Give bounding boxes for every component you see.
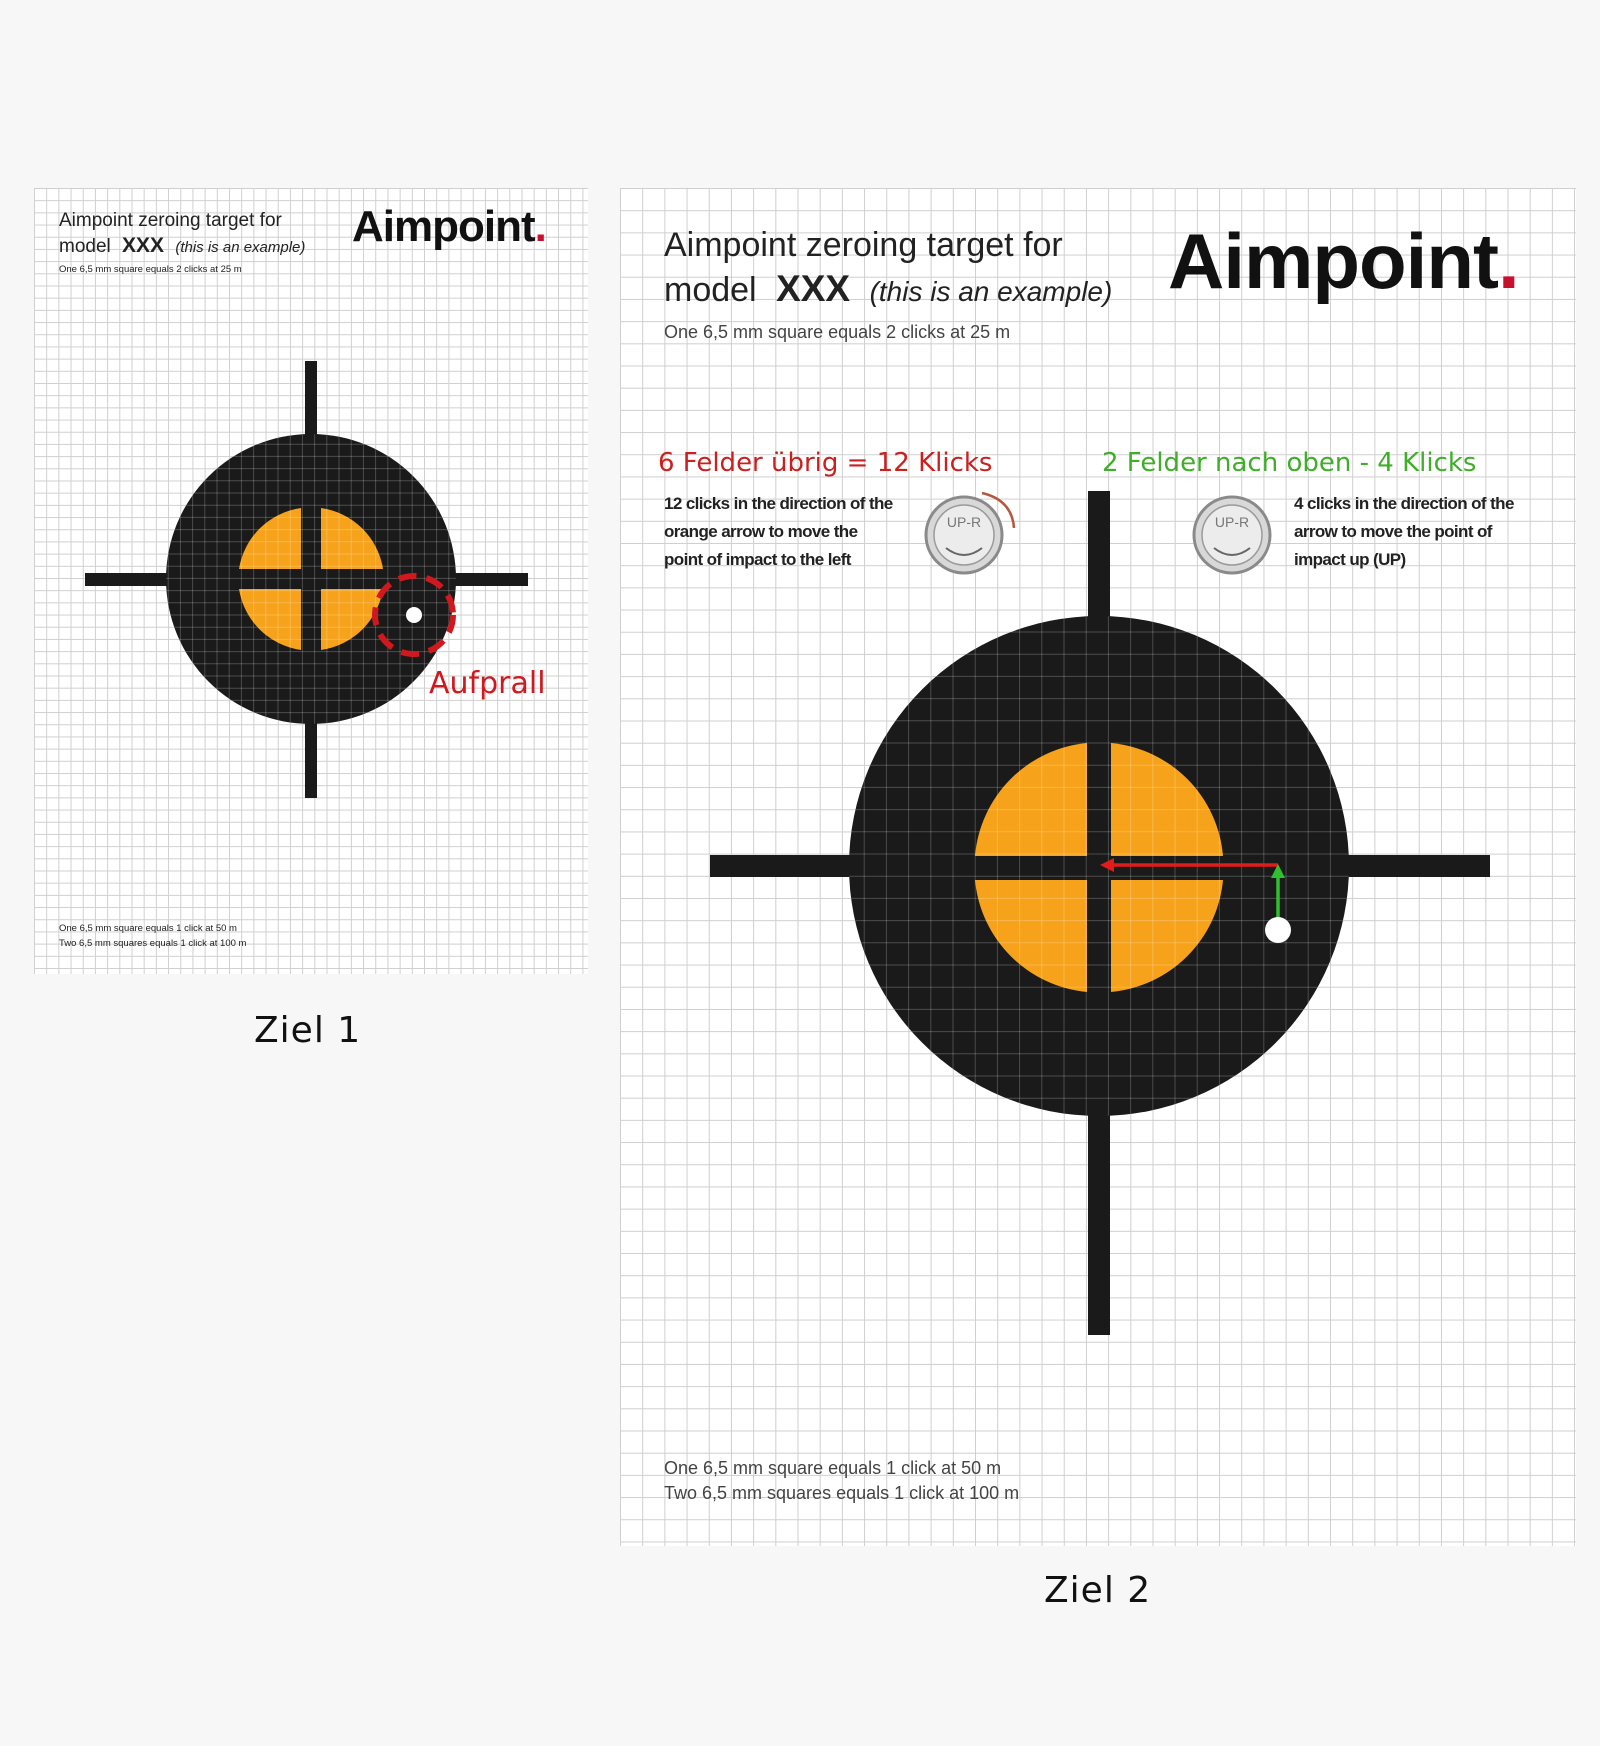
target1-footer-line2: Two 6,5 mm squares equals 1 click at 100 m: [59, 938, 247, 949]
target2-footer-line1: One 6,5 mm square equals 1 click at 50 m: [664, 1458, 1002, 1478]
target2-graphic: [620, 188, 1576, 1546]
turret-label: UP-R: [946, 514, 982, 530]
adjustment-turret-icon: [926, 493, 1014, 573]
target2-scale-note: One 6,5 mm square equals 2 clicks at 25 m: [664, 322, 1011, 342]
target2-elevation-text-1: 4 clicks in the direction of the: [1294, 494, 1514, 513]
target2-elevation-text-3: impact up (UP): [1294, 550, 1406, 569]
target2-title-model: model: [664, 271, 757, 309]
target1-crosshair-top: [305, 361, 317, 441]
target1-impact-label: Aufprall: [429, 666, 546, 701]
target1-caption: Ziel 1: [254, 1010, 362, 1051]
target1-graphic: [34, 188, 588, 974]
target2-caption: Ziel 2: [1044, 1570, 1152, 1611]
target2-crosshair-left: [710, 855, 870, 877]
target2-windage-text-3: point of impact to the left: [664, 550, 851, 569]
target2-elevation-text-2: arrow to move the point of: [1294, 522, 1492, 541]
target2-crosshair-top: [1088, 491, 1110, 621]
target2-footer-line2: Two 6,5 mm squares equals 1 click at 100 m: [664, 1483, 1020, 1503]
target2-title-example: (this is an example): [869, 276, 1113, 307]
target2-windage-text-2: orange arrow to move the: [664, 522, 858, 541]
target1-model-code: XXX: [122, 234, 165, 257]
target2-elevation-heading: 2 Felder nach oben - 4 Klicks: [1102, 448, 1477, 478]
impact-dot-icon: [406, 607, 422, 623]
impact-dot-icon: [1265, 917, 1291, 943]
target2-brand-text: Aimpoint: [1168, 217, 1498, 305]
target1-title-example: (this is an example): [175, 239, 306, 256]
adjustment-turret-icon: [1194, 497, 1270, 573]
target2-crosshair-bottom: [1088, 1113, 1110, 1335]
target1-title-line1: Aimpoint zeroing target for: [59, 210, 282, 231]
target2-model-code: XXX: [776, 268, 851, 309]
brand-dot-icon: .: [534, 202, 546, 251]
target-sheet-2: [620, 188, 1576, 1546]
target2-title-line1: Aimpoint zeroing target for: [664, 226, 1063, 264]
target1-brand-text: Aimpoint: [352, 202, 535, 251]
target2-windage-heading: 6 Felder übrig = 12 Klicks: [658, 448, 993, 478]
brand-dot-icon: .: [1497, 217, 1519, 305]
target2-windage-text-1: 12 clicks in the direction of the: [664, 494, 893, 513]
target1-crosshair-left: [85, 573, 175, 586]
target1-footer-line1: One 6,5 mm square equals 1 click at 50 m: [59, 923, 237, 934]
target1-title-model: model: [59, 236, 111, 257]
target1-crosshair-right: [446, 573, 528, 586]
target1-scale-note: One 6,5 mm square equals 2 clicks at 25 m: [59, 264, 242, 275]
target1-crosshair-bottom: [305, 718, 317, 798]
turret-label: UP-R: [1214, 514, 1250, 530]
target-sheet-1: [34, 188, 588, 974]
